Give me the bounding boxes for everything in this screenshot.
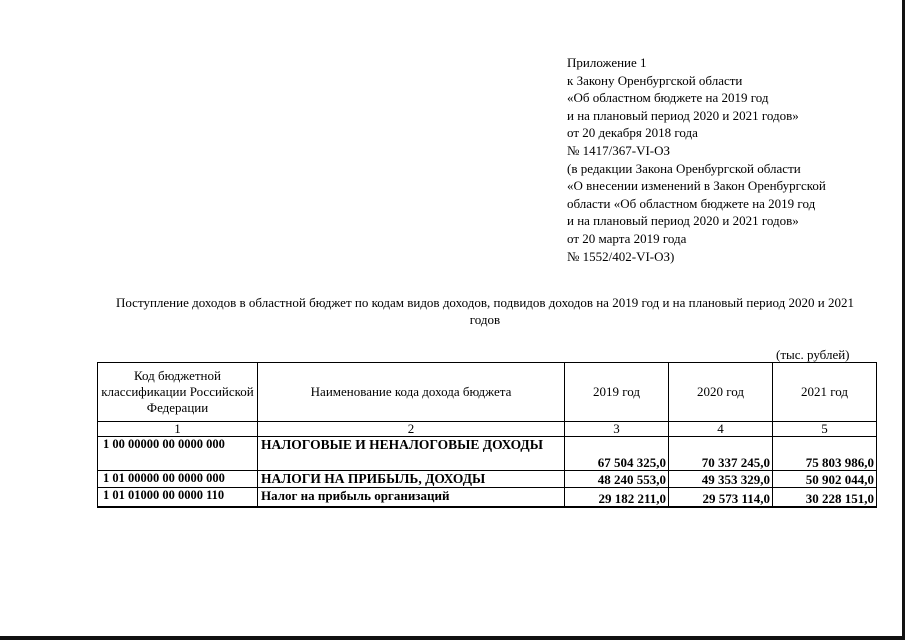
appendix-line: «О внесении изменений в Закон Оренбургской: [567, 178, 826, 194]
header-name: Наименование кода дохода бюджета: [258, 363, 565, 422]
row-amount-2021: 50 902 044,0: [773, 471, 877, 488]
appendix-line: области «Об областном бюджете на 2019 год: [567, 195, 816, 211]
revenue-table: [97, 362, 877, 508]
row-code: 1 01 01000 00 0000 110: [98, 488, 258, 508]
appendix-line: и на плановый период 2020 и 2021 годов»: [567, 213, 799, 229]
appendix-line: к Закону Оренбургской области: [567, 72, 743, 88]
column-number: 5: [773, 422, 877, 437]
table-row: [98, 437, 877, 471]
column-number: 3: [565, 422, 669, 437]
appendix-line: от 20 декабря 2018 года: [567, 125, 698, 141]
appendix-line: Приложение 1: [567, 55, 647, 70]
row-amount-2019: 29 182 211,0: [565, 488, 669, 508]
row-amount-2021: 75 803 986,0: [773, 437, 877, 471]
row-name: Налог на прибыль организаций: [258, 488, 565, 508]
row-amount-2020: 29 573 114,0: [669, 488, 773, 508]
column-number: 1: [98, 422, 258, 437]
appendix-line: «Об областном бюджете на 2019 год: [567, 90, 769, 106]
table-row: [98, 488, 877, 508]
table-row: [98, 471, 877, 488]
column-number: 2: [258, 422, 565, 437]
row-amount-2019: 48 240 553,0: [565, 471, 669, 488]
row-amount-2020: 70 337 245,0: [669, 437, 773, 471]
header-2021: 2021 год: [773, 363, 877, 422]
appendix-line: (в редакции Закона Оренбургской области: [567, 160, 801, 176]
column-number-row: [98, 422, 877, 437]
column-number: 4: [669, 422, 773, 437]
header-2020: 2020 год: [669, 363, 773, 422]
table-header-row: [98, 363, 877, 422]
row-name: НАЛОГОВЫЕ И НЕНАЛОГОВЫЕ ДОХОДЫ: [258, 437, 565, 471]
row-code: 1 01 00000 00 0000 000: [98, 471, 258, 488]
appendix-line: от 20 марта 2019 года: [567, 230, 687, 246]
appendix-note: [567, 54, 897, 265]
row-amount-2021: 30 228 151,0: [773, 488, 877, 508]
appendix-line: № 1417/367-VI-ОЗ: [567, 142, 671, 158]
scan-edge-bottom: [0, 636, 905, 640]
row-code: 1 00 00000 00 0000 000: [98, 437, 258, 471]
appendix-line: и на плановый период 2020 и 2021 годов»: [567, 107, 799, 123]
appendix-line: № 1552/402-VI-ОЗ): [567, 248, 675, 264]
row-name: НАЛОГИ НА ПРИБЫЛЬ, ДОХОДЫ: [258, 471, 565, 488]
units-label: (тыс. рублей): [776, 347, 850, 362]
row-amount-2019: 67 504 325,0: [565, 437, 669, 471]
header-code: Код бюджетной классификации Российской Федерации: [98, 363, 258, 422]
row-amount-2020: 49 353 329,0: [669, 471, 773, 488]
document-title: Поступление доходов в областной бюджет по кодам видов доходов, подвидов доходов на 2019 год и на плановый период 2020 и 2021 годов: [115, 295, 855, 327]
header-2019: 2019 год: [565, 363, 669, 422]
